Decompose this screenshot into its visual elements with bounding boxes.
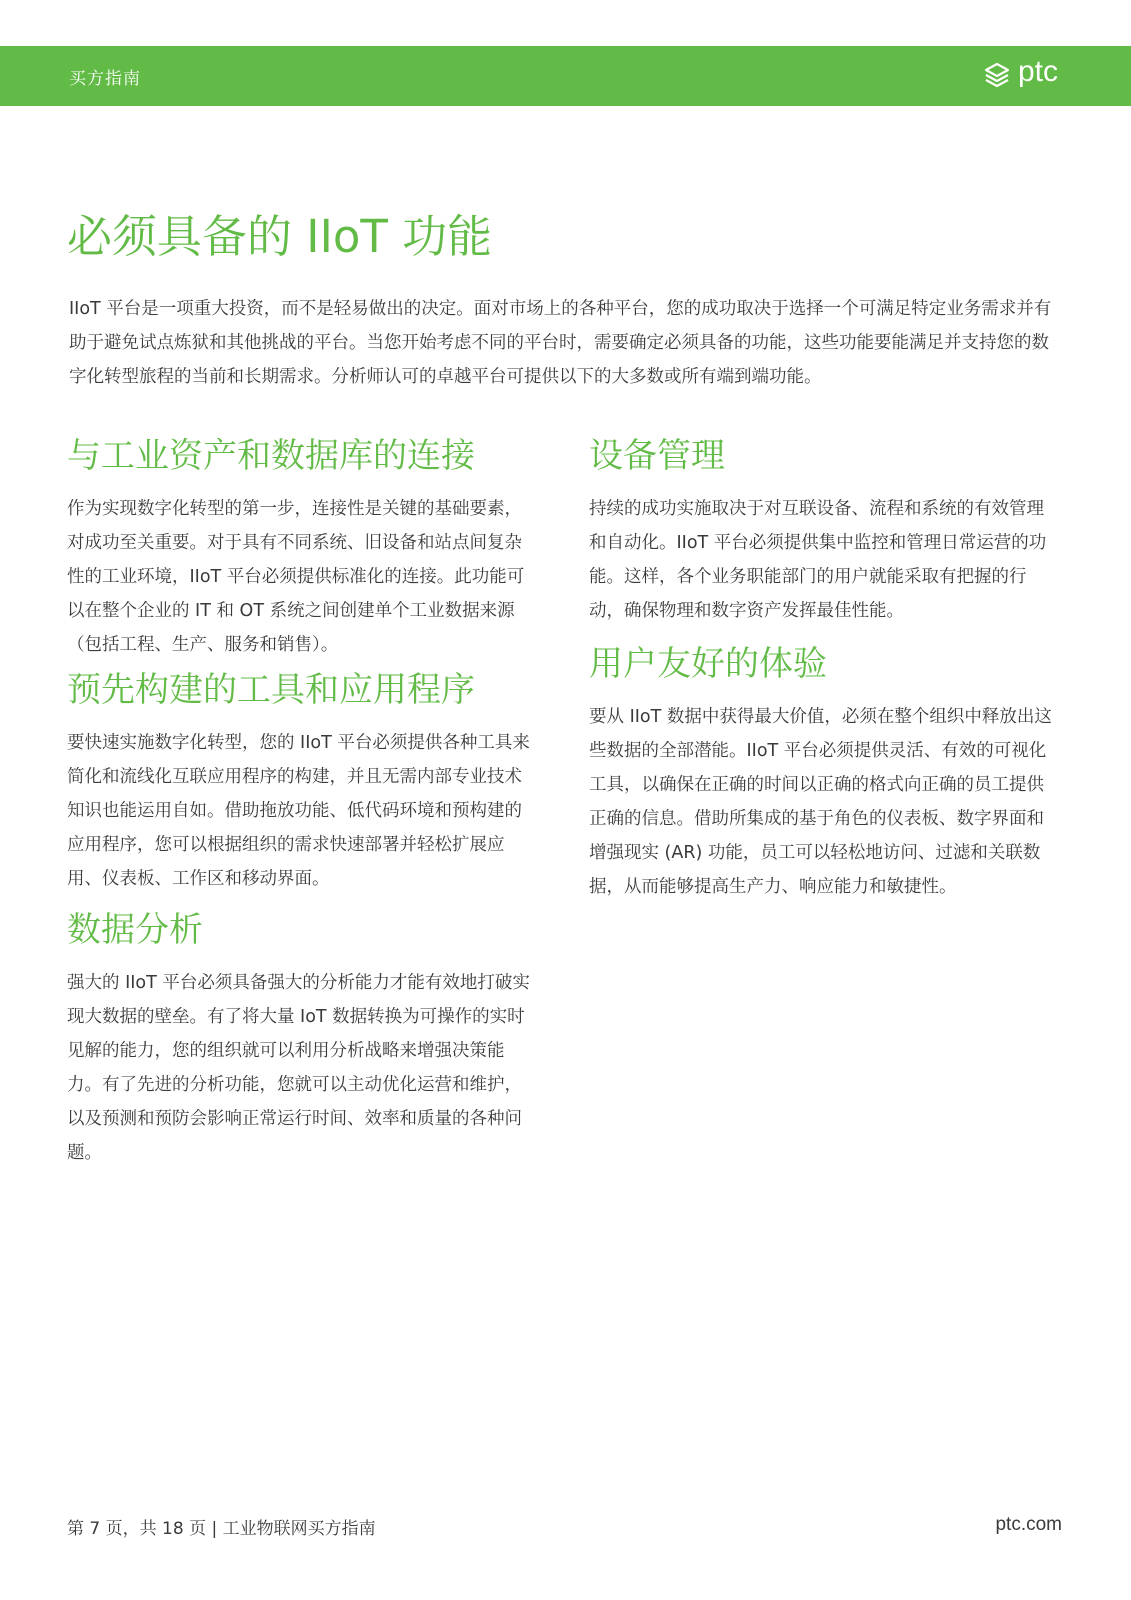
section-body-tools-apps: 要快速实施数字化转型，您的 IIoT 平台必须提供各种工具来简化和流线化互联应用程序的构建，并且无需内部专业技术知识也能运用自如。借助拖放功能、低代码环境和预构建的应用程序，您可以根据组织的需求快速部署并轻松扩展应用、仪表板、工作区和移动界面。 [67, 733, 530, 889]
section-body-analytics: 强大的 IIoT 平台必须具备强大的分析能力才能有效地打破实现大数据的壁垒。有了将大量 IoT 数据转换为可操作的实时见解的能力，您的组织就可以利用分析战略来增强决策能力。有了先进的分析功能，您就可以主动优化运营和维护，以及预测和预防会影响正常运行时间、效率和质量的各种问题。 [67, 973, 530, 1163]
header-bar [0, 46, 1131, 106]
section-body-connectivity: 作为实现数字化转型的第一步，连接性是关键的基础要素，对成功至关重要。对于具有不同系统、旧设备和站点间复杂性的工业环境，IIoT 平台必须提供标准化的连接。此功能可以在整个企业的 IT 和 OT 系统之间创建单个工业数据来源（包括工程、生产、服务和销售）。 [67, 499, 525, 655]
section-user-experience [589, 642, 1059, 904]
section-body-device-management: 持续的成功实施取决于对互联设备、流程和系统的有效管理和自动化。IIoT 平台必须提供集中监控和管理日常运营的功能。这样，各个业务职能部门的用户就能采取有把握的行动，确保物理和数字资产发挥最佳性能。 [589, 499, 1047, 621]
ptc-logo[interactable] [982, 55, 1072, 93]
section-body-user-experience: 要从 IIoT 数据中获得最大价值，必须在整个组织中释放出这些数据的全部潜能。IIoT 平台必须提供灵活、有效的可视化工具，以确保在正确的时间以正确的格式向正确的员工提供正确的信息。借助所集成的基于角色的仪表板、数字界面和增强现实 (AR) 功能，员工可以轻松地访问、过滤和关联数据，从而能够提高生产力、响应能力和敏捷性。 [589, 707, 1052, 897]
section-heading-tools-apps: 预先构建的工具和应用程序 [67, 670, 475, 710]
page-title: 必须具备的 IIoT 功能 [67, 210, 493, 263]
section-heading-device-management: 设备管理 [589, 436, 725, 476]
ptc-logo-icon [982, 61, 1012, 91]
section-heading-user-experience: 用户友好的体验 [589, 644, 827, 684]
section-tools-apps [67, 668, 533, 896]
section-connectivity [67, 434, 533, 662]
section-device-management [589, 434, 1059, 628]
intro-paragraph: IIoT 平台是一项重大投资，而不是轻易做出的决定。面对市场上的各种平台，您的成功取决于选择一个可满足特定业务需求并有助于避免试点炼狱和其他挑战的平台。当您开始考虑不同的平台时，需要确定必须具备的功能，这些功能要能满足并支持您的数字化转型旅程的当前和长期需求。分析师认可的卓越平台可提供以下的大多数或所有端到端功能。 [69, 299, 1052, 387]
header-label: 买方指南 [69, 69, 141, 89]
footer-page-info: 第 7 页，共 18 页 | 工业物联网买方指南 [67, 1519, 376, 1539]
footer-site-link[interactable]: ptc.com [995, 1514, 1062, 1535]
section-heading-connectivity: 与工业资产和数据库的连接 [67, 436, 475, 476]
section-heading-analytics: 数据分析 [67, 910, 203, 950]
section-analytics [67, 908, 533, 1170]
ptc-logo-text: ptc [1018, 55, 1059, 88]
